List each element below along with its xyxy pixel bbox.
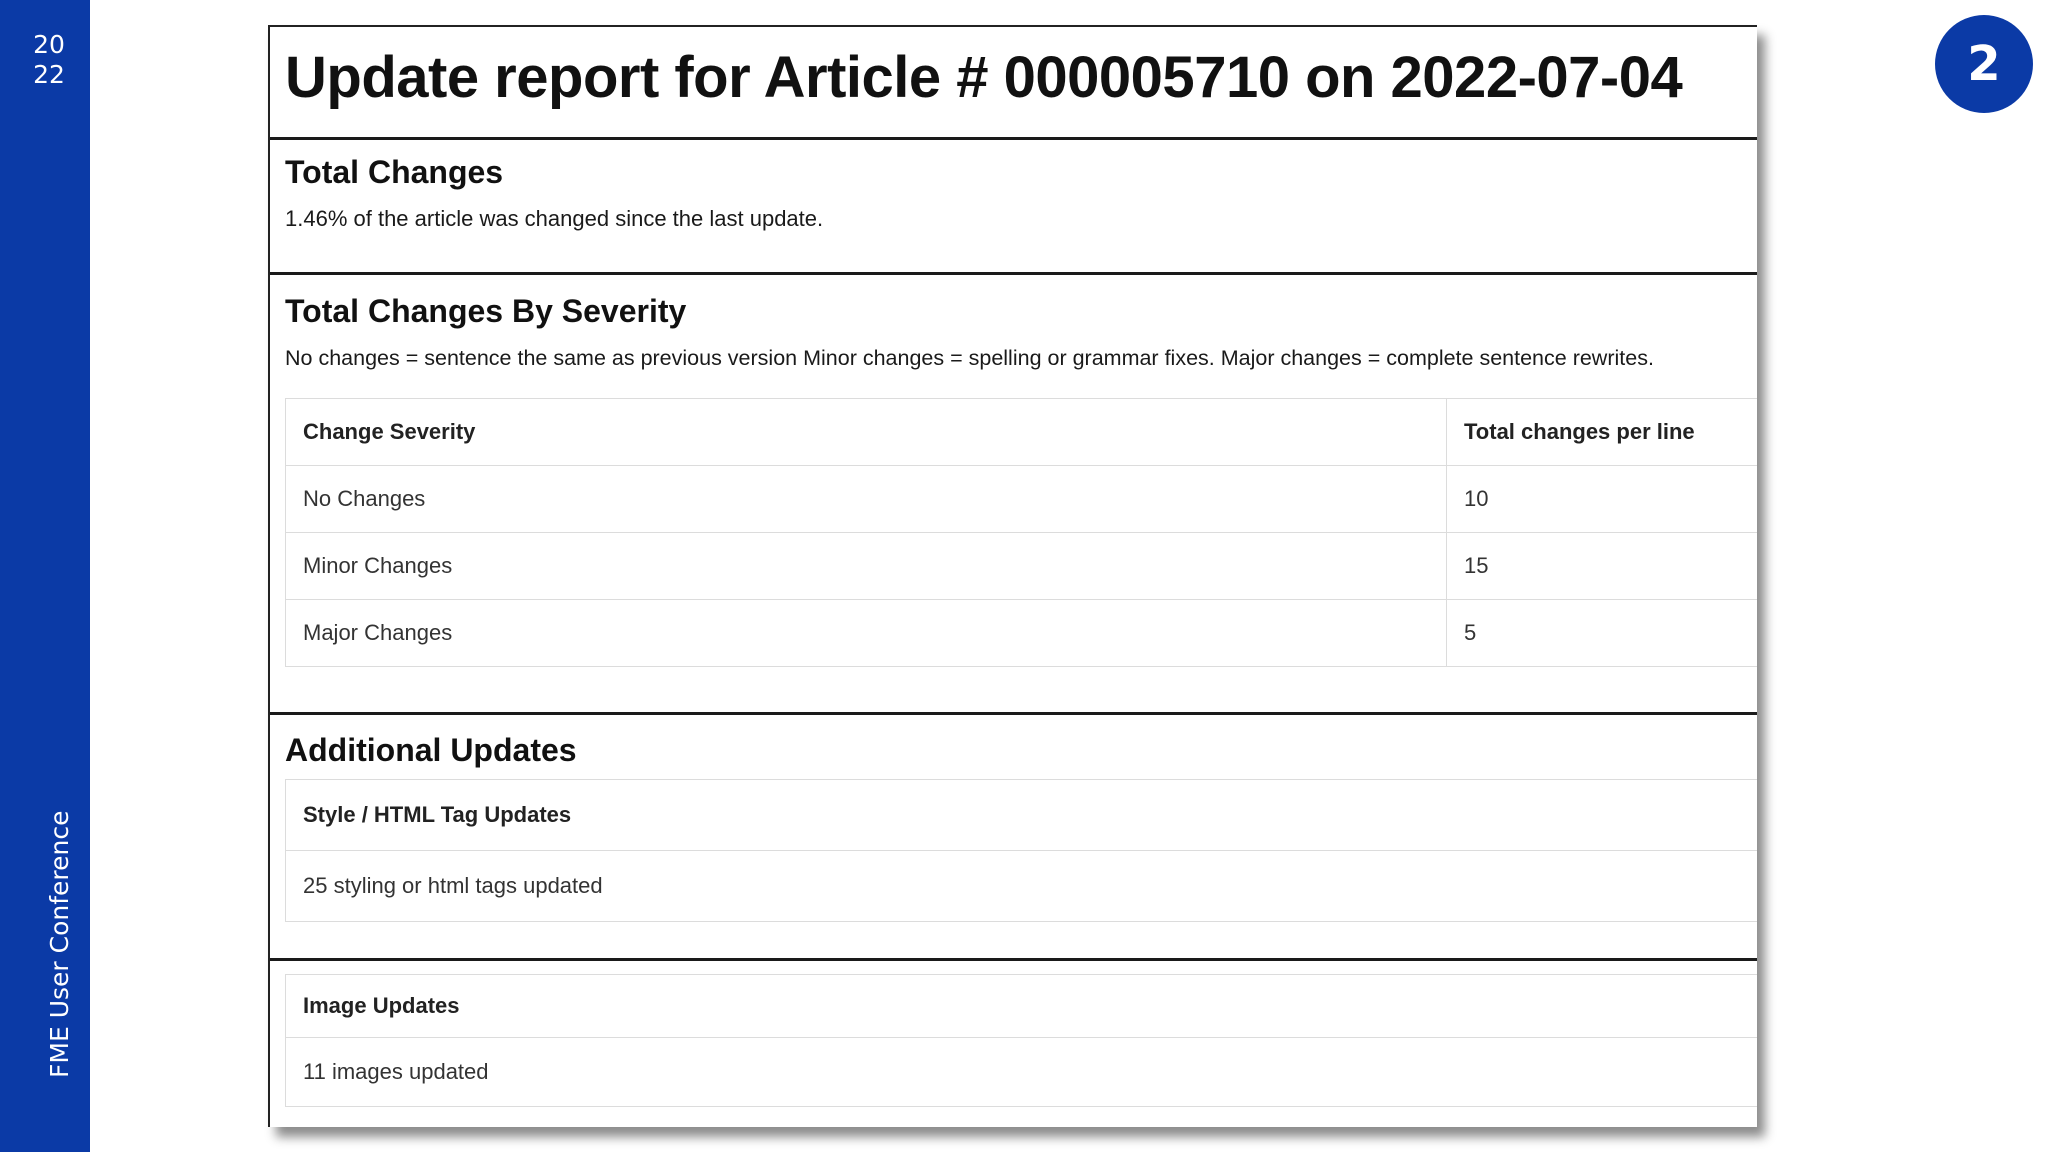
slide-number-badge: 2 bbox=[1935, 15, 2033, 113]
conference-year bbox=[0, 30, 98, 90]
year-line-2: 22 bbox=[33, 60, 65, 89]
total-changes-heading: Total Changes bbox=[285, 154, 504, 190]
table-row bbox=[286, 533, 1758, 600]
update-report bbox=[268, 25, 1757, 1127]
section-divider bbox=[270, 272, 1757, 275]
count-cell: 10 bbox=[1447, 466, 1758, 533]
severity-description: No changes = sentence the same as previous version Minor changes = spelling or grammar fixes. Major changes = complete sentence rewrites. bbox=[285, 346, 1654, 370]
sidebar bbox=[0, 0, 90, 1152]
style-updates-text: 25 styling or html tags updated bbox=[303, 873, 603, 898]
count-cell: 5 bbox=[1447, 600, 1758, 667]
image-updates-text: 11 images updated bbox=[303, 1059, 489, 1084]
year-line-1: 20 bbox=[33, 30, 65, 59]
image-updates-header: Image Updates bbox=[286, 975, 1757, 1038]
conference-name: FME User Conference bbox=[45, 810, 74, 1078]
severity-heading: Total Changes By Severity bbox=[285, 293, 687, 329]
table-header-row bbox=[286, 399, 1758, 466]
total-changes-text: 1.46% of the article was changed since the last update. bbox=[285, 206, 824, 231]
image-updates-box bbox=[285, 974, 1757, 1107]
table-row bbox=[286, 600, 1758, 667]
additional-updates-heading: Additional Updates bbox=[285, 732, 577, 768]
severity-cell: No Changes bbox=[286, 466, 1447, 533]
section-divider bbox=[270, 958, 1757, 961]
count-cell: 15 bbox=[1447, 533, 1758, 600]
section-divider bbox=[270, 712, 1757, 715]
severity-table bbox=[285, 398, 1757, 667]
style-updates-header: Style / HTML Tag Updates bbox=[286, 780, 1757, 851]
report-header bbox=[270, 27, 1757, 140]
severity-cell: Major Changes bbox=[286, 600, 1447, 667]
column-header: Change Severity bbox=[286, 399, 1447, 466]
style-updates-box bbox=[285, 779, 1757, 922]
column-header: Total changes per line bbox=[1447, 399, 1758, 466]
report-title: Update report for Article # 000005710 on 2022-07-04 bbox=[285, 45, 1683, 110]
table-row bbox=[286, 466, 1758, 533]
severity-cell: Minor Changes bbox=[286, 533, 1447, 600]
